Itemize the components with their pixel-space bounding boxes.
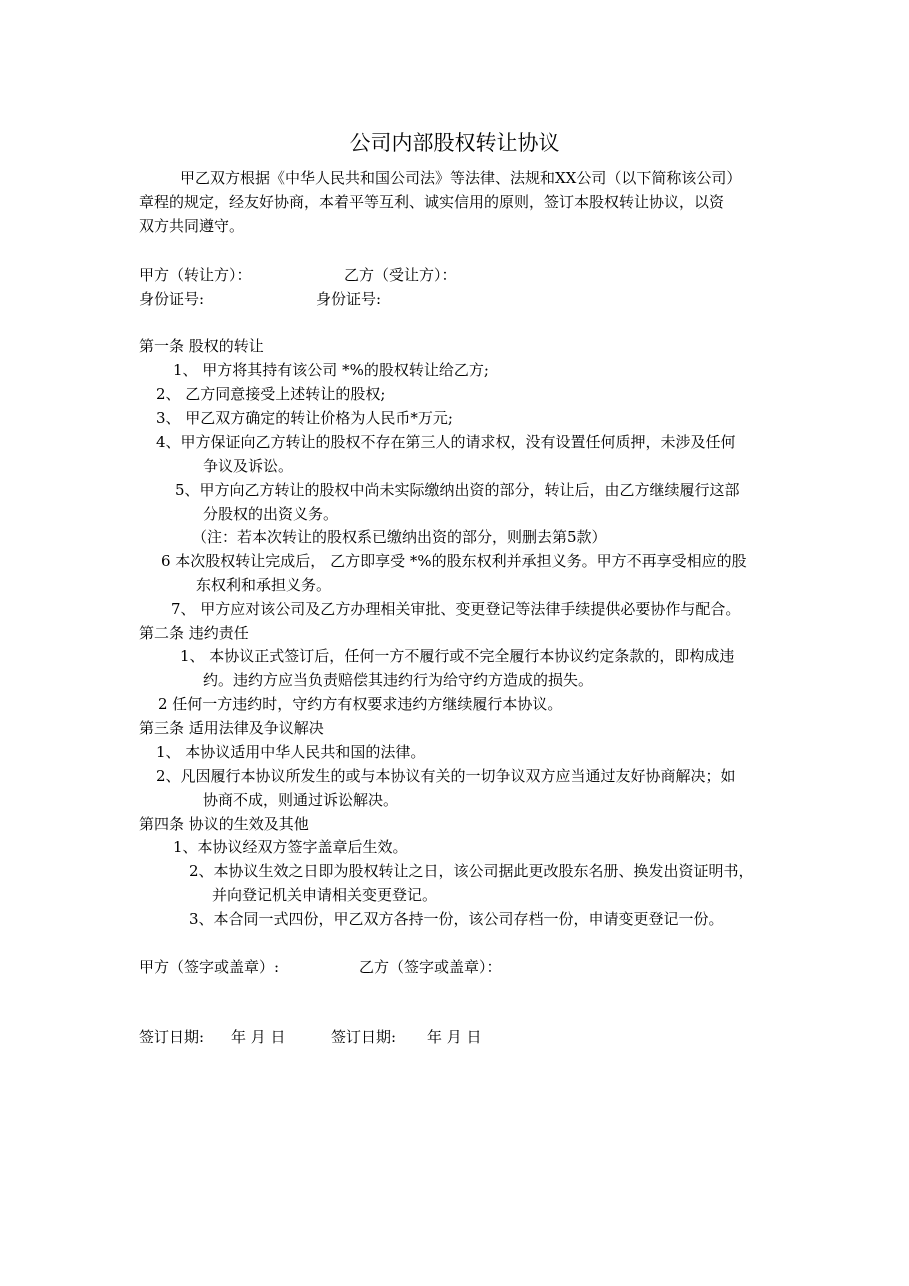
party-b-label: 乙方（受让方）： — [344, 266, 457, 284]
article-1-clause-4-cont: 争议及诉讼。 — [203, 457, 294, 475]
party-a-label: 甲方（转让方）： — [139, 266, 252, 284]
article-1-clause-5: 5、甲方向乙方转让的股权中尚未实际缴纳出资的部分，转让后，由乙方继续履行这部 — [175, 481, 740, 499]
article-2-clause-1: 1、 本协议正式签订后，任何一方不履行或不完全履行本协议约定条款的，即构成违 — [180, 647, 735, 665]
article-1-clause-4: 4、甲方保证向乙方转让的股权不存在第三人的请求权，没有设置任何质押，未涉及任何 — [156, 433, 736, 451]
article-1-clause-7: 7、 甲方应对该公司及乙方办理相关审批、变更登记等法律手续提供必要协作与配合。 — [171, 600, 741, 618]
article-1-note: （注：若本次转让的股权系已缴纳出资的部分，则删去第5款） — [192, 528, 607, 546]
article-3-clause-2: 2、凡因履行本协议所发生的或与本协议有关的一切争议双方应当通过友好协商解决；如 — [156, 767, 736, 785]
article-3-clause-1: 1、 本协议适用中华人民共和国的法律。 — [156, 743, 426, 761]
article-4-heading: 第四条 协议的生效及其他 — [139, 815, 309, 833]
sign-date-label-b: 签订日期: — [331, 1028, 397, 1046]
article-1-clause-5-cont: 分股权的出资义务。 — [203, 505, 339, 523]
article-1-clause-6: 6 本次股权转让完成后， 乙方即享受 *%的股东权利并承担义务。甲方不再享受相应的股 — [161, 552, 747, 570]
article-1-clause-1: 1、 甲方将其持有该公司 *%的股权转让给乙方; — [173, 361, 489, 379]
article-2-clause-1-cont: 约。违约方应当负责赔偿其违约行为给守约方造成的损失。 — [203, 671, 594, 689]
sign-date-value-a: 年 月 日 — [231, 1028, 286, 1046]
signature-party-a: 甲方（签字或盖章）: — [139, 958, 280, 976]
article-2-clause-2: 2 任何一方违约时，守约方有权要求违约方继续履行本协议。 — [158, 695, 563, 713]
intro-line-1: 甲乙双方根据《中华人民共和国公司法》等法律、法规和XX公司（以下简称该公司） — [180, 169, 742, 187]
article-4-clause-3: 3、本合同一式四份，甲乙双方各持一份，该公司存档一份，申请变更登记一份。 — [189, 910, 724, 928]
article-1-heading: 第一条 股权的转让 — [139, 337, 264, 355]
sign-date-value-b: 年 月 日 — [427, 1028, 482, 1046]
article-4-clause-2: 2、本协议生效之日即为股权转让之日，该公司据此更改股东名册、换发出资证明书， — [189, 862, 754, 880]
article-4-clause-1: 1、本协议经双方签字盖章后生效。 — [173, 838, 408, 856]
article-1-clause-6-cont: 东权利和承担义务。 — [196, 576, 332, 594]
article-2-heading: 第二条 违约责任 — [139, 624, 249, 642]
article-3-clause-2-cont: 协商不成，则通过诉讼解决。 — [203, 791, 399, 809]
party-a-id-label: 身份证号: — [139, 290, 205, 308]
intro-line-2: 章程的规定，经友好协商，本着平等互利、诚实信用的原则，签订本股权转让协议，以资 — [139, 193, 725, 211]
article-3-heading: 第三条 适用法律及争议解决 — [139, 719, 324, 737]
document-title: 公司内部股权转让协议 — [349, 131, 560, 155]
article-4-clause-2-cont: 并向登记机关申请相关变更登记。 — [212, 886, 438, 904]
party-b-id-label: 身份证号: — [316, 290, 382, 308]
article-1-clause-3: 3、 甲乙双方确定的转让价格为人民币*万元; — [156, 409, 453, 427]
article-1-clause-2: 2、 乙方同意接受上述转让的股权; — [156, 385, 386, 403]
intro-line-3: 双方共同遵守。 — [139, 217, 245, 235]
sign-date-label-a: 签订日期: — [139, 1028, 205, 1046]
signature-party-b: 乙方（签字或盖章）： — [359, 958, 502, 976]
